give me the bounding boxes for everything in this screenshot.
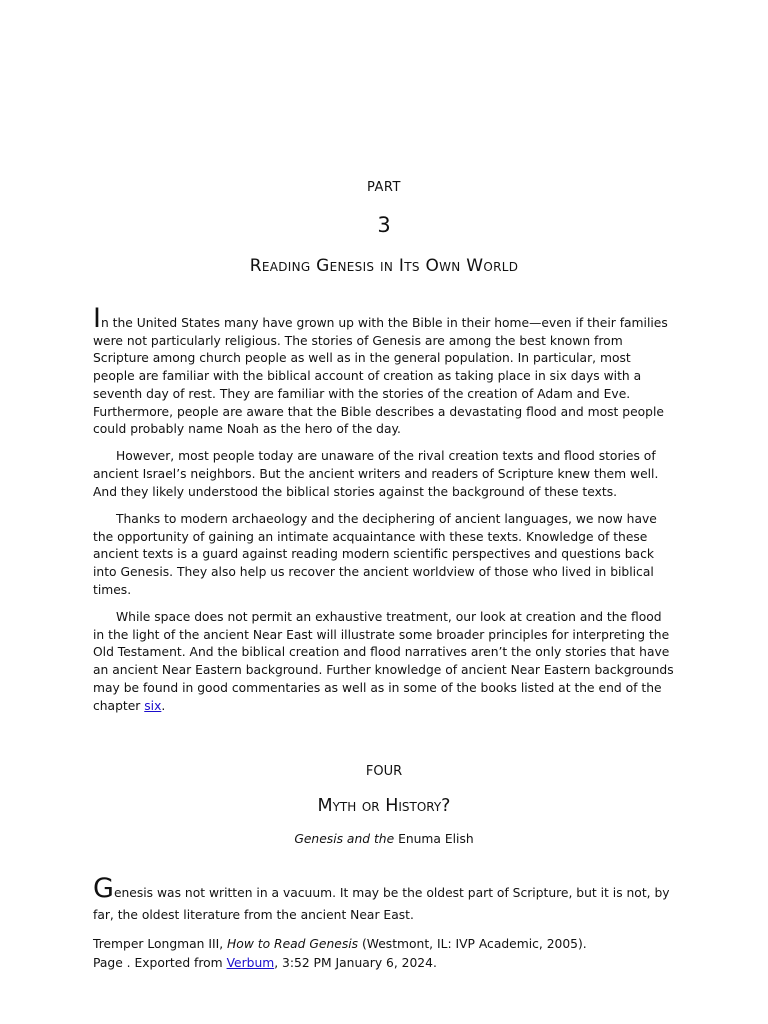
citation xyxy=(93,935,675,954)
citation-author: Tremper Longman III, xyxy=(93,937,228,951)
intro-paragraph-4-text: While space does not permit an exhaustive treatment, our look at creation and the flood in the light of the ancient Near East will illustrate some broader principles for interpreting the Old Testament. And the biblical creation and flood narratives aren’t the only stories that have an ancient Near Eastern background. Further knowledge of ancient Near Eastern backgrounds may be found in good commentaries as well as in some of the books listed at the end of the chapter xyxy=(93,610,674,713)
chapter-body xyxy=(93,873,675,926)
part-title: Reading Genesis in Its Own World xyxy=(249,256,519,276)
intro-paragraph-4 xyxy=(93,609,675,715)
chapter-subtitle-rest: Enuma Elish xyxy=(394,832,474,846)
part-number: 3 xyxy=(377,213,391,237)
drop-cap: I xyxy=(93,303,101,334)
page-footer xyxy=(93,935,675,972)
citation-title: How to Read Genesis xyxy=(227,937,359,951)
intro-paragraph-4-end: . xyxy=(161,698,166,713)
export-note xyxy=(93,954,675,973)
citation-rest: (Westmont, IL: IVP Academic, 2005). xyxy=(358,937,587,951)
intro-paragraph-2: However, most people today are unaware of the rival creation texts and flood stories of ancient Israel’s neighbors. But the ancient writers and readers of Scripture knew them well. And they likely understood the biblical stories against the background of these texts. xyxy=(93,449,659,499)
export-suffix: , 3:52 PM January 6, 2024. xyxy=(274,955,437,970)
chapter-six-link[interactable]: six xyxy=(144,698,162,713)
chapter-label: FOUR xyxy=(365,764,403,779)
intro-paragraph-1-text: n the United States many have grown up with the Bible in their home—even if their families were not particularly religious. The stories of Genesis are among the best known from Scripture among church people as well as in the general population. In particular, most people are familiar with the biblical account of creation as taking place in six days with a seventh day of rest. They are familiar with the stories of the creation of Adam and Eve. Furthermore, people are aware that the Bible describes a devastating flood and most people could probably name Noah as the hero of the day. xyxy=(93,316,668,437)
chapter-subtitle xyxy=(93,832,675,846)
chapter-subtitle-italic: Genesis and the xyxy=(294,832,395,846)
intro-paragraph-1 xyxy=(93,303,675,439)
verbum-link[interactable]: Verbum xyxy=(226,955,275,970)
part-intro-body xyxy=(93,303,675,725)
part-label: PART xyxy=(367,180,401,195)
chapter-title: Myth or History? xyxy=(317,796,451,816)
export-prefix: Page . Exported from xyxy=(93,955,227,970)
chapter-paragraph-1 xyxy=(93,873,675,926)
chapter-drop-cap: G xyxy=(93,873,114,904)
intro-paragraph-3: Thanks to modern archaeology and the deciphering of ancient languages, we now have the opportunity of gaining an intimate acquaintance with these texts. Knowledge of these ancient texts is a guard against reading modern scientific perspectives and questions back into Genesis. They also help us recover the ancient worldview of those who lived in biblical times. xyxy=(93,512,657,597)
chapter-paragraph-1-text: enesis was not written in a vacuum. It may be the oldest part of Scripture, but it is not, by far, the oldest literature from the ancient Near East. xyxy=(93,886,670,922)
